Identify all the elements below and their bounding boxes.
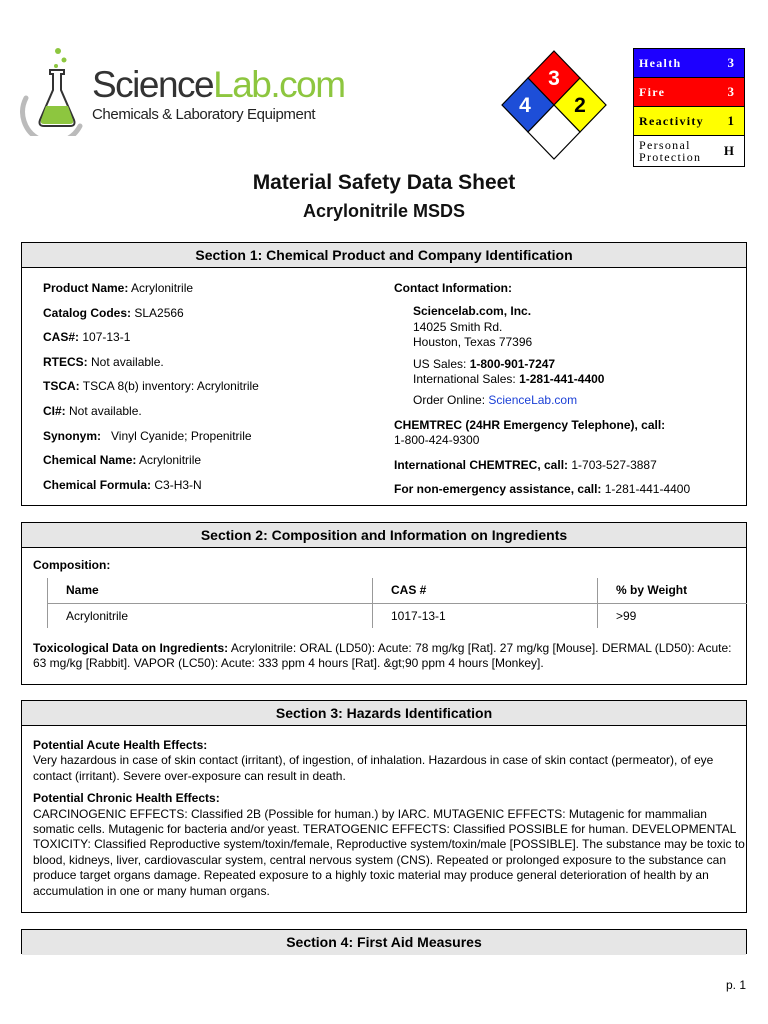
acute-effects-label: Potential Acute Health Effects: — [33, 738, 208, 752]
section-1 — [21, 242, 747, 506]
composition-table — [47, 578, 747, 628]
hmis-reactivity-row: Reactivity 1 — [634, 107, 744, 136]
section-4-heading: Section 4: First Aid Measures — [22, 930, 746, 955]
document-title: Material Safety Data Sheet — [252, 171, 516, 194]
section-3-heading: Section 3: Hazards Identification — [22, 701, 746, 726]
contact-information — [394, 281, 744, 497]
table-header-row — [48, 578, 748, 603]
column-header-cas: CAS # — [373, 578, 598, 603]
table-row — [48, 603, 748, 628]
ingredient-cas: 1017-13-1 — [373, 603, 598, 628]
chronic-effects-label: Potential Chronic Health Effects: — [33, 791, 220, 806]
hmis-health-row: Health 3 — [634, 49, 744, 78]
page-number: p. 1 — [725, 978, 746, 992]
order-online: Order Online: ScienceLab.com — [413, 393, 578, 408]
non-emergency-assistance: For non-emergency assistance, call: 1-281-441-4400 — [394, 482, 691, 497]
logo-wordmark: ScienceLab.com — [92, 64, 345, 105]
sciencelab-logo — [20, 46, 345, 136]
catalog-codes-row: Catalog Codes: SLA2566 — [43, 305, 184, 320]
chemical-formula-row: Chemical Formula: C3-H3-N — [43, 477, 202, 492]
chemtrec-label: CHEMTREC (24HR Emergency Telephone), call: — [394, 417, 666, 432]
address-line-1: 14025 Smith Rd. — [413, 319, 503, 334]
hmis-fire-row: Fire 3 — [634, 78, 744, 107]
international-chemtrec: International CHEMTREC, call: 1-703-527-3887 — [394, 457, 657, 472]
hmis-ppe-row: Personal Protection H — [634, 136, 744, 166]
hmis-rating-table — [633, 48, 745, 167]
section-2 — [21, 522, 747, 685]
product-name-row: Product Name: Acrylonitrile — [43, 281, 194, 295]
chemical-name-row: Chemical Name: Acrylonitrile — [43, 453, 202, 468]
chemtrec-phone: 1-800-424-9300 — [394, 433, 480, 448]
nfpa-flammability-value: 3 — [548, 67, 560, 90]
ingredient-weight: >99 — [598, 603, 748, 628]
column-header-weight: % by Weight — [598, 578, 748, 603]
chronic-effects-text: CARCINOGENIC EFFECTS: Classified 2B (Possible for human.) by IARC. MUTAGENIC EFFECTS: Mutagenic for mammalian somatic cells. Mutagenic for bacteria and/or yeast. TERATOGENIC EFFECTS: Classified POSSIBLE for human. DEVELOPMENTAL TOXICITY: Classified Reproductive system/toxin/female, Reproductive system/toxin/male [POSSIBLE]. The substance may be toxic to blood, kidneys, liver, cardiovascular system, central nervous system (CNS). Repeated or prolonged exposure to the substance can produce target organs damage. Repeated exposure to a highly toxic material may produce general deterioration of health by an accumulation in one or many human organs. — [33, 806, 745, 898]
rtecs-row: RTECS: Not available. — [43, 354, 164, 369]
us-sales: US Sales: 1-800-901-7247 — [413, 356, 556, 371]
toxicological-data: Toxicological Data on Ingredients: Acrylonitrile: ORAL (LD50): Acute: 78 mg/kg [Rat]. 27 mg/kg [Mouse]. DERMAL (LD50): Acute: 63 mg/kg [Rabbit]. VAPOR (LC50): Acute: 333 ppm 4 hours [Rat]. &gt;90 ppm 4 hours [Monkey]. — [33, 641, 732, 671]
section-3 — [21, 700, 747, 913]
international-sales: International Sales: 1-281-441-4400 — [413, 372, 605, 387]
document-subtitle: Acrylonitrile MSDS — [302, 201, 466, 221]
synonym-row: Synonym: Vinyl Cyanide; Propenitrile — [43, 428, 252, 443]
sciencelab-link[interactable]: ScienceLab.com — [488, 393, 578, 408]
section-4 — [21, 929, 747, 954]
contact-label: Contact Information: — [394, 281, 512, 295]
nfpa-health-value: 4 — [519, 94, 531, 117]
company-name: Sciencelab.com, Inc. — [413, 304, 532, 319]
cas-row: CAS#: 107-13-1 — [43, 330, 131, 345]
nfpa-diamond — [499, 49, 609, 165]
acute-effects-text: Very hazardous in case of skin contact (irritant), of ingestion, of inhalation. Hazardous in case of skin contact (permeator), of eye contact (irritant). Severe over-exposure can result in death. — [33, 753, 714, 783]
flask-icon — [20, 46, 92, 136]
column-header-name: Name — [48, 578, 373, 603]
composition-label: Composition: — [33, 558, 111, 572]
section-2-heading: Section 2: Composition and Information on Ingredients — [22, 523, 746, 548]
nfpa-reactivity-value: 2 — [574, 94, 586, 117]
address-line-2: Houston, Texas 77396 — [413, 335, 533, 350]
tsca-row: TSCA: TSCA 8(b) inventory: Acrylonitrile — [43, 379, 259, 394]
product-identification — [43, 281, 383, 502]
ingredient-name: Acrylonitrile — [48, 603, 373, 628]
ci-row: CI#: Not available. — [43, 403, 142, 418]
section-1-heading: Section 1: Chemical Product and Company Identification — [22, 243, 746, 268]
logo-tagline: Chemicals & Laboratory Equipment — [92, 106, 316, 123]
